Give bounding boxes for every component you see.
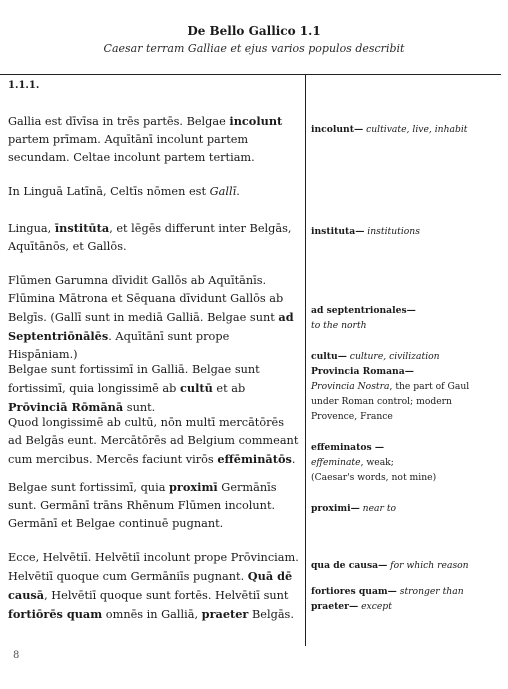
text-run: et ab (212, 382, 246, 395)
bold-term: īnstitūta (54, 221, 110, 235)
latin-paragraph (8, 361, 300, 417)
bold-term: praeter— (311, 601, 359, 612)
text-run: . (291, 453, 296, 466)
header-divider (0, 74, 501, 75)
bold-term: praeter (201, 607, 249, 621)
text-run: Gallia est dīvīsa in trēs partēs. Belgae (8, 115, 230, 128)
bold-term: effēminātōs (217, 452, 292, 466)
text-run: partem prīmam. Aquītānī incolunt partem secundam. Celtae incolunt partem tertiam. (8, 133, 255, 164)
gloss-note (311, 122, 476, 137)
gloss-note (311, 501, 476, 516)
page-number: 8 (13, 650, 20, 661)
gloss-note (311, 303, 476, 333)
italic-text: stronger than (396, 586, 464, 597)
italic-text: except (358, 601, 392, 612)
page-header (0, 22, 508, 58)
latin-paragraph (8, 414, 300, 469)
latin-paragraph (8, 112, 300, 167)
bold-term: fortiōrēs quam (8, 607, 103, 621)
text-run: , Helvētiī quoque sunt fortēs. Helvētiī sunt (44, 589, 289, 602)
bold-term: proximi— (311, 503, 360, 514)
text-run: , the part of Gaul under Roman control; modern Provence, France (311, 381, 470, 422)
bold-term: cultu— (311, 351, 347, 362)
text-run: In Linguā Latīnā, Celtīs nōmen est (8, 185, 210, 198)
text-run: Belgae sunt fortissimī, quia (8, 481, 170, 494)
italic-text: culture, civilization (346, 351, 440, 362)
text-run: (Caesar's words, not mine) (311, 472, 437, 483)
bold-term: instituta— (311, 226, 365, 237)
italic-text: cultivate, live, inhabit (363, 124, 468, 135)
bold-term: incolunt— (311, 124, 364, 135)
italic-text: Provincia Nostra (311, 381, 390, 392)
italic-text: for which reason (387, 560, 469, 571)
bold-term: incolunt (229, 114, 283, 128)
bold-term: cultū (180, 381, 213, 395)
page-subtitle: Caesar terram Galliae et ejus varios populos describit (103, 42, 405, 55)
italic-text: Gallī (209, 185, 237, 198)
section-label: 1.1.1. (8, 80, 40, 91)
bold-term: effeminatos — (311, 442, 385, 453)
italic-text: near to (359, 503, 397, 514)
latin-paragraph (8, 272, 300, 364)
text-run: Quod longissimē ab cultū, nōn multī mercātōrēs ad Belgās eunt. Mercātōrēs ad Belgium commeant cum mercibus. Mercēs faciunt virōs (8, 416, 299, 466)
gloss-note (311, 349, 476, 424)
text-run: . Aquītānī sunt prope Hispāniam.) (8, 330, 230, 361)
bold-term: fortiores quam— (311, 586, 397, 597)
text-run: , et lēgēs differunt inter Belgās, Aquītānōs, et Gallōs. (8, 222, 292, 253)
text-run: Ecce, Helvētiī. Helvētiī incolunt prope Prōvinciam. Helvētiī quoque cum Germāniīs pugnant. (8, 551, 299, 583)
page-title: De Bello Gallico 1.1 (187, 24, 321, 38)
text-run: . (236, 185, 240, 198)
italic-text: institutions (364, 226, 420, 237)
bold-term: ad Septentriōnālēs (8, 310, 294, 343)
text-run: , weak; (360, 457, 394, 468)
bold-term: ad septentrionales— (311, 305, 416, 316)
bold-term: Provincia Romana— (311, 366, 414, 377)
gloss-note (311, 558, 476, 573)
text-run: omnēs in Galliā, (102, 608, 202, 621)
gloss-note (311, 224, 476, 239)
text-run: Germānīs sunt. Germānī trāns Rhēnum Flūmen incolunt. Germānī et Belgae continuē pugnant. (8, 481, 277, 530)
text-run: sunt. (123, 401, 156, 414)
bold-term: Prōvinciā Rōmānā (8, 400, 124, 414)
latin-paragraph (8, 549, 300, 624)
bold-term: qua de causa— (311, 560, 388, 571)
italic-text: to the north (311, 320, 367, 331)
gloss-note (311, 584, 476, 614)
latin-paragraph (8, 478, 300, 533)
bold-term: proximī (169, 480, 218, 494)
bold-term: Quā dē causā (8, 569, 293, 602)
latin-paragraph (8, 183, 300, 201)
gloss-note (311, 440, 476, 485)
text-run: Lingua, (8, 222, 55, 235)
italic-text: effeminate (311, 457, 361, 468)
column-divider (305, 74, 306, 646)
text-run: Flūmen Garumna dīvidit Gallōs ab Aquītānīs. Flūmina Mātrona et Sēquana dīvidunt Gallōs ab Belgīs. (Gallī sunt in mediā Galliā. Belgae sunt (8, 274, 284, 324)
latin-paragraph (8, 219, 300, 256)
text-run: Belgae sunt fortissimī in Galliā. Belgae sunt fortissimī, quia longissimē ab (8, 363, 260, 395)
text-run: Belgās. (248, 608, 294, 621)
